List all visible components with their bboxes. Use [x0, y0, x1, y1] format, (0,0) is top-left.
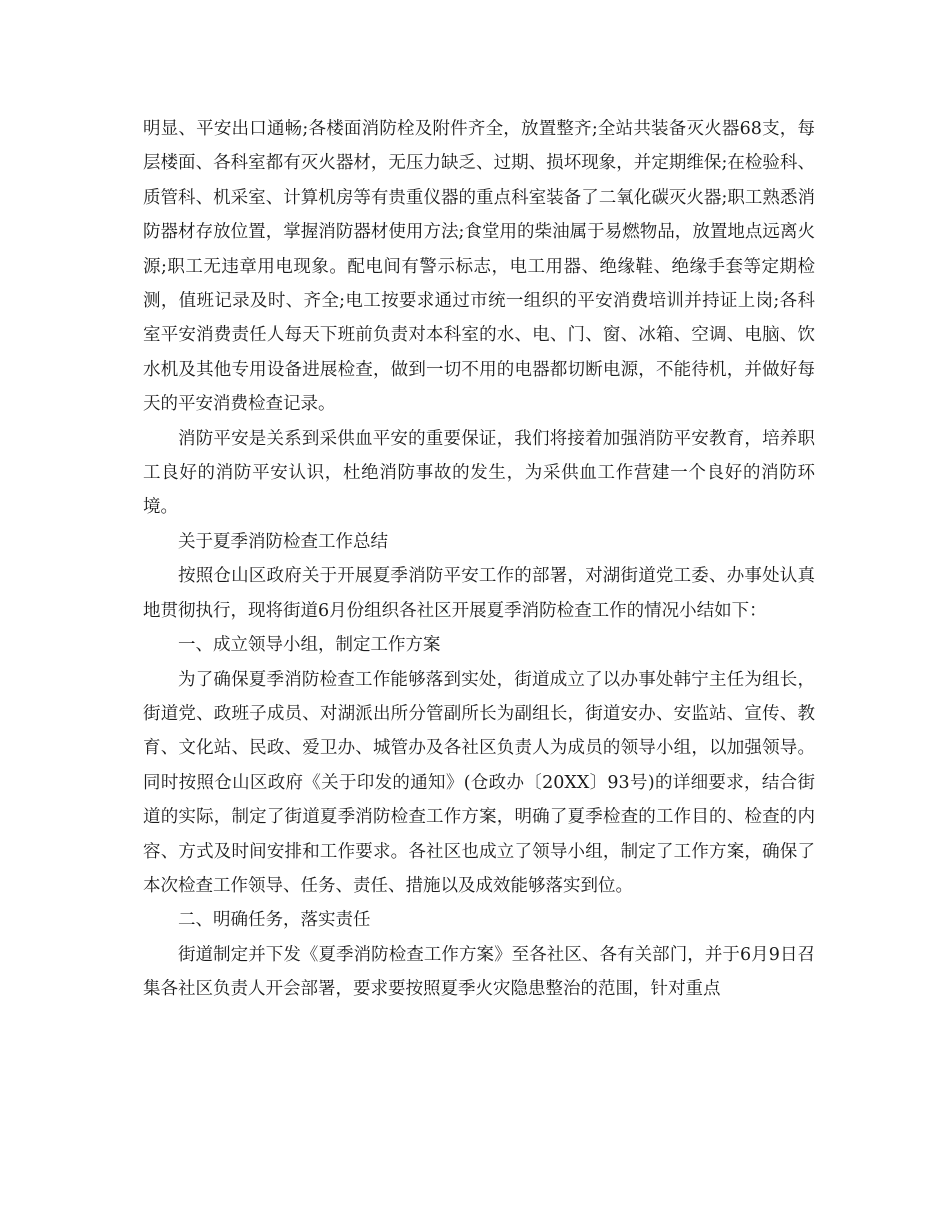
paragraph-fire-safety-importance: 消防平安是关系到采供血平安的重要保证，我们将接着加强消防平安教育，培养职工良好的消防平安认识，杜绝消防事故的发生，为采供血工作营建一个良好的消防环境。 [143, 428, 815, 518]
paragraph-intro: 按照仓山区政府关于开展夏季消防平安工作的部署，对湖街道党工委、办事处认真地贯彻执行，现将街道6月份组织各社区开展夏季消防检查工作的情况小结如下： [143, 566, 815, 621]
paragraph-leadership-group: 为了确保夏季消防检查工作能够落到实处，街道成立了以办事处韩宁主任为组长，街道党、政班子成员、对湖派出所分管副所长为副组长，街道安办、安监站、宣传、教育、文化站、民政、爱卫办、城管办及各社区负责人为成员的领导小组，以加强领导。同时按照仓山区政府《关于印发的通知》(仓政办〔20XX〕93号)的详细要求，结合街道的实际，制定了街道夏季消防检查工作方案，明确了夏季检查的工作目的、检查的内容、方式及时间安排和工作要求。各社区也成立了领导小组，制定了工作方案，确保了本次检查工作领导、任务、责任、措施以及成效能够落实到位。 [143, 669, 815, 896]
paragraph-fire-equipment: 明显、平安出口通畅;各楼面消防栓及附件齐全，放置整齐;全站共装备灭火器68支，每层楼面、各科室都有灭火器材，无压力缺乏、过期、损坏现象，并定期维保;在检验科、质管科、机采室、计算机房等有贵重仪器的重点科室装备了二氧化碳灭火器;职工熟悉消防器材存放位置，掌握消防器材使用方法;食堂用的柴油属于易燃物品，放置地点远离火源;职工无违章用电现象。配电间有警示标志，电工用器、绝缘鞋、绝缘手套等定期检测，值班记录及时、齐全;电工按要求通过市统一组织的平安消费培训并持证上岗;各科室平安消费责任人每天下班前负责对本科室的水、电、门、窗、冰箱、空调、电脑、饮水机及其他专用设备进展检查，做到一切不用的电器都切断电源，不能待机，并做好每天的平安消费检查记录。 [143, 119, 815, 415]
section-heading-leadership-group: 一、成立领导小组，制定工作方案 [178, 635, 441, 656]
section-heading-tasks-responsibility: 二、明确任务，落实责任 [178, 910, 371, 931]
paragraph-tasks-responsibility: 街道制定并下发《夏季消防检查工作方案》至各社区、各有关部门，并于6月9日召集各社区负责人开会部署，要求要按照夏季火灾隐患整治的范围，针对重点 [143, 944, 815, 1000]
document-body [143, 112, 815, 1007]
section-title-summer-inspection: 关于夏季消防检查工作总结 [178, 531, 388, 552]
